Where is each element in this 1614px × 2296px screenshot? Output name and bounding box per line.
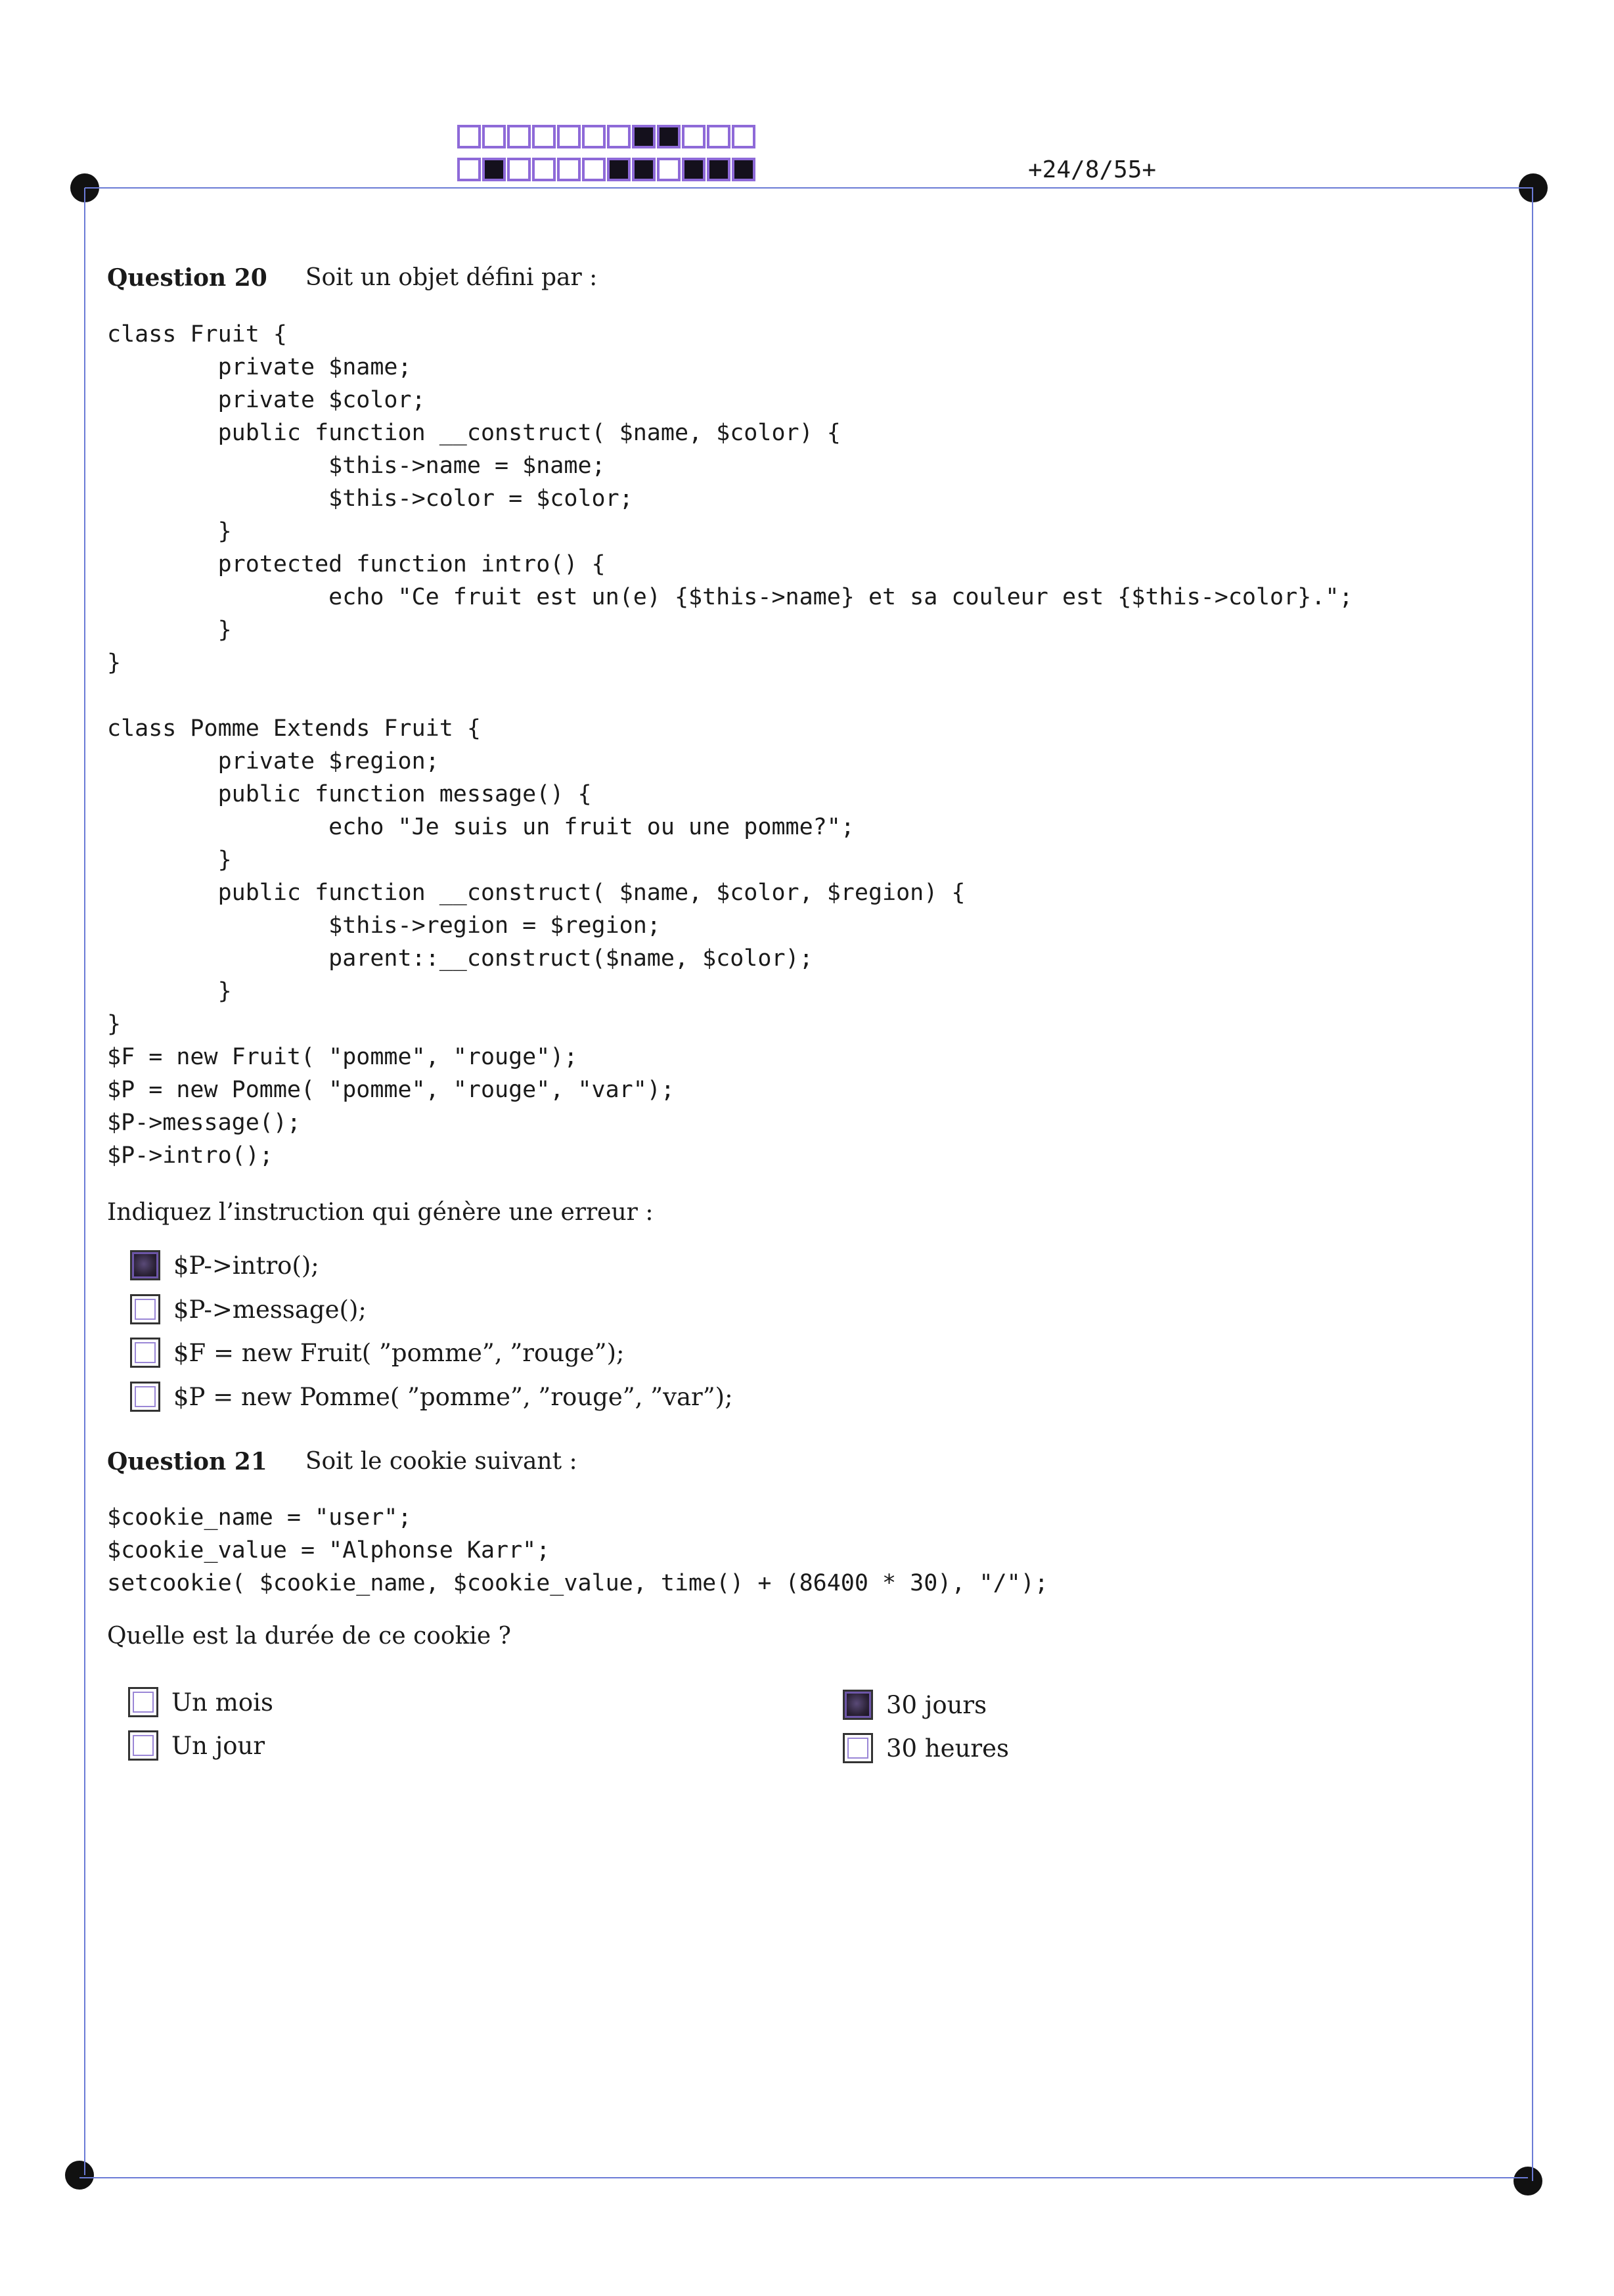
checkbox[interactable] <box>843 1690 873 1720</box>
barcode-bit-filled <box>632 158 656 181</box>
frame-left-line <box>84 188 85 2175</box>
barcode-bit-filled <box>732 158 755 181</box>
barcode-bottom <box>457 158 755 181</box>
checkbox[interactable] <box>843 1733 873 1763</box>
checkbox[interactable] <box>128 1730 158 1761</box>
answer-option[interactable] <box>843 1733 1009 1763</box>
question-20-heading <box>107 264 597 292</box>
answer-option[interactable] <box>128 1730 265 1761</box>
barcode-bit-empty <box>457 125 481 148</box>
question-21-heading <box>107 1448 577 1475</box>
code-block-q20: class Fruit { private $name; private $color; public function __construct( $name, $color) { $this->name = $name; $this->color = $color; } protected function intro() { echo "Ce fruit est un(e) {$this->name} et sa couleur est {$this->color}."; } } class Pomme Extends Fruit { private $region; public function message() { echo "Je suis un fruit ou une pomme?"; } public function __construct( $name, $color, $region) { $this->region = $region; parent::__construct($name, $color); } } $F = new Fruit( "pomme", "rouge"); $P = new Pomme( "pomme", "rouge", "var"); $P->message(); $P->intro(); <box>107 321 1353 1169</box>
answer-option[interactable] <box>130 1250 319 1280</box>
barcode-bit-empty <box>707 125 730 148</box>
answer-option[interactable] <box>130 1382 733 1412</box>
barcode-bit-empty <box>557 158 581 181</box>
frame-top-line <box>85 187 1533 189</box>
option-label: 30 heures <box>886 1734 1009 1763</box>
barcode-bit-empty <box>582 158 606 181</box>
checkbox[interactable] <box>130 1382 160 1412</box>
barcode-top <box>457 125 755 148</box>
barcode-bit-empty <box>532 125 556 148</box>
question-number: Question 20 <box>107 264 267 292</box>
corner-mark-bottom-right <box>1513 2167 1542 2195</box>
frame-bottom-line <box>79 2177 1528 2178</box>
barcode-bit-empty <box>557 125 581 148</box>
option-label: $F = new Fruit( ”pomme”, ”rouge”); <box>173 1338 625 1367</box>
checkbox[interactable] <box>128 1687 158 1717</box>
barcode-bit-filled <box>707 158 730 181</box>
checkbox[interactable] <box>130 1338 160 1368</box>
barcode-bit-empty <box>607 125 631 148</box>
question-number: Question 21 <box>107 1448 267 1475</box>
answer-option[interactable] <box>130 1338 624 1368</box>
answer-option[interactable] <box>843 1690 987 1720</box>
barcode-bit-filled <box>482 158 506 181</box>
barcode-bit-filled <box>607 158 631 181</box>
barcode-bit-empty <box>682 125 706 148</box>
barcode-bit-empty <box>657 158 681 181</box>
option-label: $P->message(); <box>173 1295 367 1324</box>
frame-right-line <box>1532 188 1533 2181</box>
option-label: 30 jours <box>886 1690 987 1719</box>
question-21-prompt: Quelle est la durée de ce cookie ? <box>107 1623 511 1650</box>
question-text: Soit un objet défini par : <box>305 264 598 291</box>
barcode-bit-filled <box>657 125 681 148</box>
option-label: Un mois <box>171 1688 273 1717</box>
answer-option[interactable] <box>130 1294 367 1324</box>
question-20-prompt: Indiquez l’instruction qui génère une erreur : <box>107 1199 654 1226</box>
page-id: +24/8/55+ <box>1028 156 1157 183</box>
checkbox[interactable] <box>130 1250 160 1280</box>
answer-option[interactable] <box>128 1687 273 1717</box>
barcode-bit-filled <box>682 158 706 181</box>
question-text: Soit le cookie suivant : <box>305 1448 577 1475</box>
barcode-bit-filled <box>632 125 656 148</box>
barcode-bit-empty <box>732 125 755 148</box>
checkbox[interactable] <box>130 1294 160 1324</box>
option-label: $P->intro(); <box>173 1251 319 1280</box>
barcode-bit-empty <box>457 158 481 181</box>
barcode-bit-empty <box>532 158 556 181</box>
option-label: Un jour <box>171 1731 265 1760</box>
option-label: $P = new Pomme( ”pomme”, ”rouge”, ”var”); <box>173 1382 733 1411</box>
barcode-bit-empty <box>482 125 506 148</box>
barcode-bit-empty <box>507 158 531 181</box>
barcode-bit-empty <box>507 125 531 148</box>
code-block-q21: $cookie_name = "user"; $cookie_value = "Alphonse Karr"; setcookie( $cookie_name, $cookie_value, time() + (86400 * 30), "/"); <box>107 1504 1048 1596</box>
corner-mark-bottom-left <box>65 2161 94 2190</box>
barcode-bit-empty <box>582 125 606 148</box>
